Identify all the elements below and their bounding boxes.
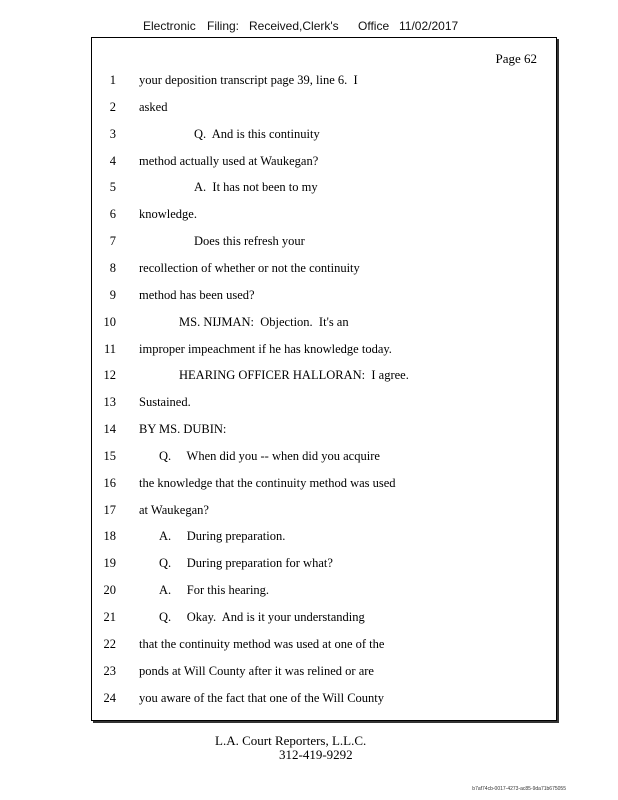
line-text: Q. And is this continuity [194,126,320,141]
line-text: A. It has not been to my [194,180,318,195]
transcript-line [92,688,556,708]
filing-office: Office [358,19,390,33]
transcript-line [92,285,556,305]
line-number: 3 [109,126,116,141]
transcript-line [92,446,556,466]
line-text: Q. Okay. And is it your understanding [159,610,365,624]
line-text: recollection of whether or not the continuity [139,260,360,275]
line-text: that the continuity method was used at one of the [139,636,385,651]
document-id: b7af74cb-0017-4273-ac85-9da71b675055 [472,786,566,792]
line-text: at Waukegan? [139,502,209,517]
line-number: 8 [109,260,116,275]
line-text: HEARING OFFICER HALLORAN: I agree. [179,368,409,383]
line-text: ponds at Will County after it was relined or are [139,663,374,678]
line-number: 12 [103,368,116,383]
filing-received: Received,Clerk's [249,19,339,33]
line-text: Sustained. [139,395,191,410]
line-number: 23 [103,663,116,678]
transcript-line [92,473,556,493]
line-number: 5 [109,180,116,195]
line-text: method has been used? [139,287,255,302]
transcript-line [92,526,556,546]
line-number: 15 [103,448,116,463]
transcript-page [91,37,557,721]
line-text: MS. NIJMAN: Objection. It's an [179,314,349,329]
line-text: method actually used at Waukegan? [139,153,319,168]
line-number: 11 [103,341,116,356]
line-text: you aware of the fact that one of the Will County [139,690,385,705]
line-text: Q. During preparation for what? [159,556,333,571]
line-number: 19 [103,556,116,571]
line-text: A. For this hearing. [159,583,270,598]
line-number: 16 [103,475,116,490]
line-number: 20 [103,583,116,598]
line-text: the knowledge that the continuity method was used [139,475,396,490]
filing-date: 11/02/2017 [399,19,459,33]
line-text: Q. When did you -- when did you acquire [159,448,380,463]
line-number: 10 [103,314,116,329]
transcript-line [92,97,556,117]
filing-label: Filing: [207,19,240,33]
line-text: improper impeachment if he has knowledge today. [139,341,392,356]
line-number: 18 [103,529,116,544]
transcript-line [92,151,556,171]
transcript-line [92,392,556,412]
line-number: 17 [103,502,116,517]
line-number: 6 [109,207,116,222]
transcript-line [92,231,556,251]
line-text: BY MS. DUBIN: [139,422,227,437]
line-text: your deposition transcript page 39, line 6. I [139,73,358,87]
transcript-line [92,580,556,600]
line-number: 7 [109,234,116,249]
line-number: 4 [109,153,116,168]
line-text: Does this refresh your [194,234,305,249]
line-number: 22 [103,636,116,651]
line-number: 24 [103,690,116,705]
filing-header [0,19,618,37]
transcript-line [92,177,556,197]
transcript-line [92,365,556,385]
footer-company: L.A. Court Reporters, L.L.C. [215,733,367,748]
line-number: 14 [103,422,116,437]
line-text: A. During preparation. [159,529,286,544]
filing-electronic: Electronic [143,19,196,33]
transcript-line [92,419,556,439]
transcript-line [92,553,556,573]
transcript-line [92,258,556,278]
transcript-line [92,312,556,332]
transcript-line [92,204,556,224]
footer-phone: 312-419-9292 [279,747,353,762]
transcript-line [92,500,556,520]
transcript-line [92,70,556,90]
transcript-line [92,607,556,627]
line-number: 2 [109,99,116,114]
line-number: 21 [103,610,116,624]
line-text: asked [139,99,168,114]
transcript-line [92,661,556,681]
line-text: knowledge. [139,207,197,222]
line-number: 1 [109,73,116,87]
transcript-line [92,339,556,359]
transcript-line [92,124,556,144]
line-number: 9 [109,287,116,302]
line-number: 13 [103,395,116,410]
page-number: Page 62 [495,51,537,66]
transcript-line [92,634,556,654]
